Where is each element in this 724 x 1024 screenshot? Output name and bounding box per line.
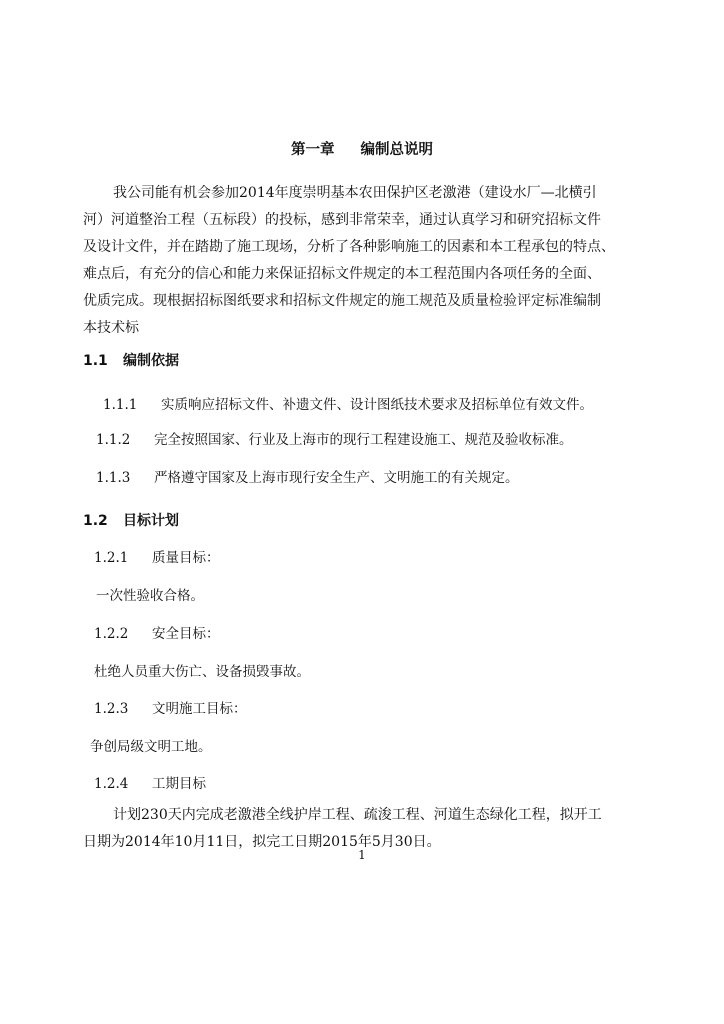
clause-1-2-2 [94, 622, 220, 642]
section-number: 1.1 [83, 353, 108, 369]
section-heading-1-1 [83, 350, 179, 370]
intro-line: 本技术标 [83, 320, 139, 336]
clause-1-2-1 [94, 546, 220, 566]
quality-target: 一次性验收合格。 [96, 588, 204, 604]
clause-text: 严格遵守国家及上海市现行安全生产、文明施工的有关规定。 [154, 470, 519, 486]
civilized-construction-target: 争创局级文明工地。 [90, 739, 212, 755]
intro-line: 难点后，有充分的信心和能力来保证招标文件规定的本工程范围内各项任务的全面、 [83, 266, 601, 282]
safety-target: 杜绝人员重大伤亡、设备损毁事故。 [94, 664, 310, 680]
clause-text: 文明施工目标： [152, 701, 247, 717]
clause-1-2-4 [94, 772, 206, 792]
clause-1-1-1 [103, 393, 593, 413]
section-heading-1-2 [83, 510, 179, 530]
intro-line: 我公司能有机会参加2014年度崇明基本农田保护区老激港（建设水厂—北横引 [113, 185, 597, 201]
clause-1-2-3 [94, 697, 247, 717]
section-number: 1.2 [83, 513, 108, 529]
clause-number: 1.1.1 [103, 397, 138, 413]
clause-number: 1.1.3 [96, 470, 131, 486]
clause-number: 1.1.2 [96, 432, 131, 448]
clause-1-1-3 [96, 466, 519, 486]
schedule-line: 计划230天内完成老激港全线护岸工程、疏浚工程、河道生态绿化工程，拟开工 [113, 807, 602, 823]
clause-number: 1.2.2 [94, 626, 129, 642]
intro-line: 及设计文件，并在踏勘了施工现场，分析了各种影响施工的因素和本工程承包的特点、 [83, 239, 615, 255]
section-title: 编制依据 [123, 353, 179, 369]
intro-line: 优质完成。现根据招标图纸要求和招标文件规定的施工规范及质量检验评定标准编制 [83, 293, 601, 309]
clause-text: 安全目标： [152, 626, 220, 642]
chapter-label: 第一章 [291, 142, 335, 158]
clause-text: 质量目标： [152, 550, 220, 566]
clause-text: 实质响应招标文件、补遗文件、设计图纸技术要求及招标单位有效文件。 [161, 397, 593, 413]
intro-line: 河）河道整治工程（五标段）的投标，感到非常荣幸，通过认真学习和研究招标文件 [83, 212, 601, 228]
clause-number: 1.2.3 [94, 701, 129, 717]
page-number: 1 [358, 848, 366, 862]
schedule-line: 日期为2014年10月11日，拟完工日期2015年5月30日。 [83, 834, 441, 850]
intro-paragraph [83, 180, 643, 342]
chapter-title [0, 138, 724, 159]
clause-number: 1.2.1 [94, 550, 129, 566]
clause-text: 工期目标 [152, 776, 206, 792]
clause-1-1-2 [96, 428, 573, 448]
chapter-heading: 编制总说明 [360, 142, 433, 158]
section-title: 目标计划 [123, 513, 179, 529]
clause-text: 完全按照国家、行业及上海市的现行工程建设施工、规范及验收标准。 [154, 432, 573, 448]
clause-number: 1.2.4 [94, 776, 129, 792]
